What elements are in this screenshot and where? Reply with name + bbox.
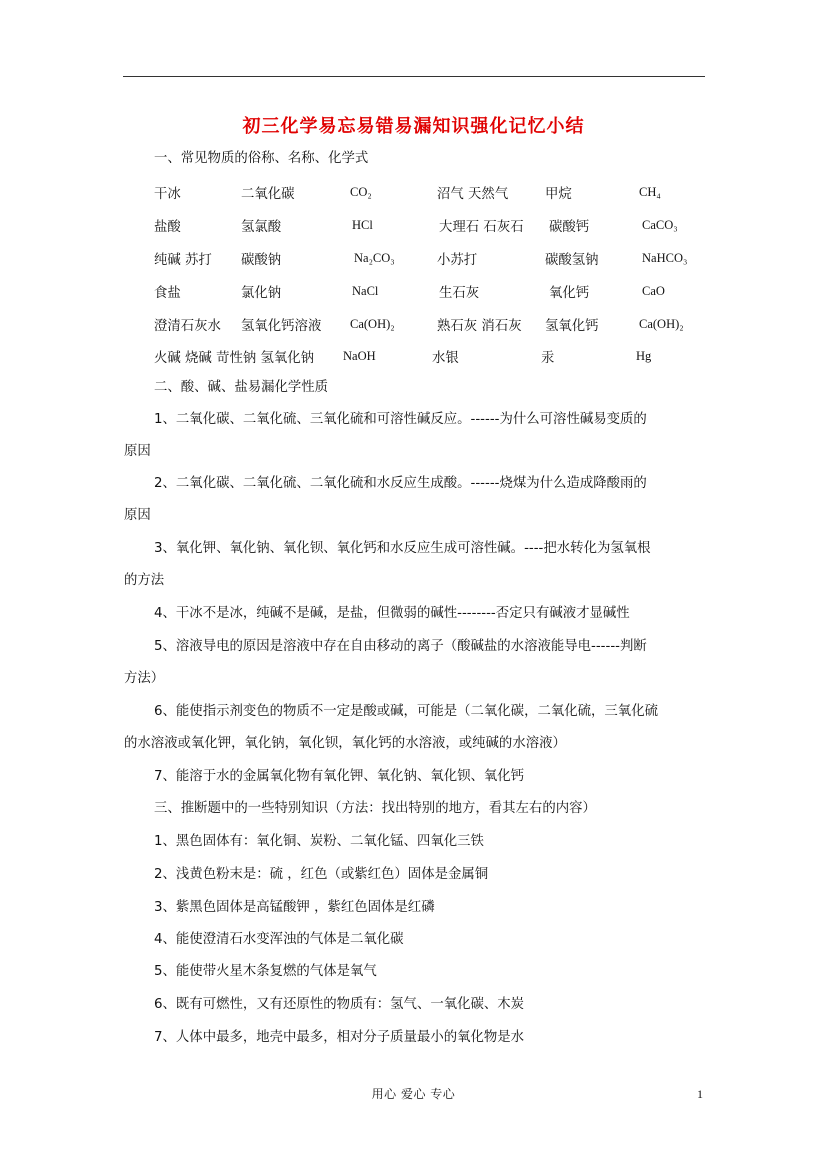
table-cell-formula: Ca(OH)₂ [639, 317, 684, 331]
table-cell: 沼气 天然气 [437, 187, 509, 202]
table-cell: 汞 [541, 351, 555, 366]
table-cell: 氧化钙 [549, 286, 590, 301]
list-item: 4、能使澄清石水变浑浊的气体是二氧化碳 [154, 932, 404, 947]
list-item-continuation: 的水溶液或氧化钾，氧化钠，氧化钡，氧化钙的水溶液，或纯碱的水溶液） [124, 736, 566, 751]
table-cell: 大理石 石灰石 [439, 220, 524, 235]
list-item-continuation: 方法） [124, 671, 165, 686]
table-cell: 碳酸钙 [549, 220, 590, 235]
list-item: 5、溶液导电的原因是溶液中存在自由移动的离子（酸碱盐的水溶液能导电------判断 [154, 639, 647, 654]
list-item: 2、浅黄色粉末是：硫 ，红色（或紫红色）固体是金属铜 [154, 867, 489, 882]
table-cell-formula: NaHCO₃ [642, 251, 688, 265]
list-item: 1、二氧化碳、二氧化硫、三氧化硫和可溶性碱反应。------为什么可溶性碱易变质的 [154, 412, 647, 427]
table-cell: 盐酸 [154, 220, 181, 235]
table-cell: 干冰 [154, 187, 181, 202]
list-item: 7、能溶于水的金属氧化物有氧化钾、氧化钠、氧化钡、氧化钙 [154, 769, 525, 784]
list-item: 7、人体中最多，地壳中最多，相对分子质量最小的氧化物是水 [154, 1030, 525, 1045]
page-number: 1 [697, 1087, 703, 1101]
table-cell-formula: CH₄ [639, 185, 661, 199]
table-cell: 生石灰 [439, 286, 480, 301]
table-cell-formula: NaOH [343, 349, 376, 363]
page-footer: 用心 爱心 专心 [371, 1087, 456, 1101]
table-cell: 小苏打 [437, 253, 478, 268]
table-cell: 水银 [432, 351, 459, 366]
table-cell-formula: CO₂ [350, 185, 372, 199]
table-cell-formula: Ca(OH)₂ [350, 317, 395, 331]
section-heading-2: 二、酸、碱、盐易漏化学性质 [154, 380, 329, 395]
table-cell-formula: CaCO₃ [642, 218, 678, 232]
table-cell: 熟石灰 消石灰 [437, 319, 522, 334]
table-cell-formula: Hg [636, 349, 652, 363]
header-rule [123, 76, 705, 77]
list-item-continuation: 的方法 [124, 573, 165, 588]
list-item: 3、紫黑色固体是高锰酸钾 ，紫红色固体是红磷 [154, 900, 435, 915]
table-cell: 氢氧化钙 [545, 319, 599, 334]
table-cell: 甲烷 [545, 187, 572, 202]
table-cell: 氢氯酸 [241, 220, 282, 235]
table-cell: 澄清石灰水 [154, 319, 221, 334]
table-cell: 氢氧化钙溶液 [241, 319, 322, 334]
table-cell: 二氧化碳 [241, 187, 295, 202]
table-cell: 纯碱 苏打 [154, 253, 212, 268]
table-cell: 氯化钠 [241, 286, 282, 301]
list-item: 6、既有可燃性，又有还原性的物质有：氢气、一氧化碳、木炭 [154, 997, 525, 1012]
table-cell: 碳酸钠 [241, 253, 282, 268]
list-item-continuation: 原因 [124, 508, 151, 523]
list-item: 3、氧化钾、氧化钠、氧化钡、氧化钙和水反应生成可溶性碱。----把水转化为氢氧根 [154, 541, 651, 556]
table-cell-formula: HCl [352, 218, 373, 232]
table-cell-formula: Na₂CO₃ [354, 251, 395, 265]
table-cell: 碳酸氢钠 [545, 253, 599, 268]
list-item-continuation: 原因 [124, 444, 151, 459]
list-item: 6、能使指示剂变色的物质不一定是酸或碱，可能是（二氧化碳，二氧化硫，三氧化硫 [154, 704, 658, 719]
table-cell-formula: CaO [642, 284, 665, 298]
table-cell: 食盐 [154, 286, 181, 301]
list-item: 2、二氧化碳、二氧化硫、二氧化硫和水反应生成酸。------烧煤为什么造成降酸雨的 [154, 476, 647, 491]
list-item: 5、能使带火星木条复燃的气体是氧气 [154, 964, 377, 979]
section-heading-1: 一、常见物质的俗称、名称、化学式 [154, 151, 369, 166]
list-item: 4、干冰不是冰，纯碱不是碱，是盐，但微弱的碱性--------否定只有碱液才显碱性 [154, 606, 630, 621]
document-title: 初三化学易忘易错易漏知识强化记忆小结 [242, 116, 585, 137]
table-cell: 火碱 烧碱 苛性钠 氢氧化钠 [154, 351, 315, 366]
table-cell-formula: NaCl [352, 284, 379, 298]
section-heading-3: 三、推断题中的一些特别知识（方法：找出特别的地方，看其左右的内容） [154, 801, 596, 816]
list-item: 1、黑色固体有：氧化铜、炭粉、二氧化锰、四氧化三铁 [154, 834, 484, 849]
